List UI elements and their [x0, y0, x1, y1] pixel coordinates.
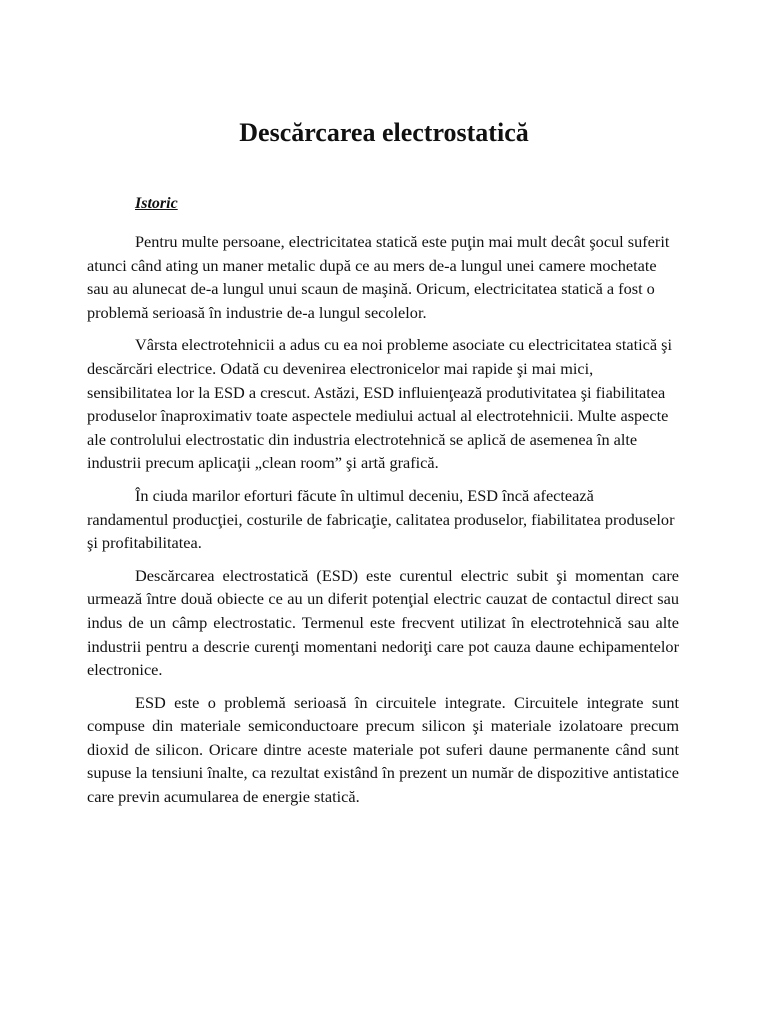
document-body	[87, 230, 679, 818]
paragraph-4: Descărcarea electrostatică (ESD) este curentul electric subit şi momentan care urmează între două obiecte ce au un diferit potenţial electric cauzat de contactul direct sau indus de un câmp electrostatic. Termenul este frecvent utilizat în electrotehnică sau alte industrii pentru a descrie curenţi momentani nedoriţi care pot cauza daune echipamentelor electronice.	[87, 565, 679, 680]
paragraph-1: Pentru multe persoane, electricitatea statică este puţin mai mult decât şocul suferit atunci când ating un maner metalic după ce au mers de-a lungul unei camere mochetate sau au alunecat de-a lungul unui scaun de maşină. Oricum, electricitatea statică a fost o problemă serioasă în industrie de-a lungul secolelor.	[87, 232, 670, 322]
paragraph-2: Vârsta electrotehnicii a adus cu ea noi probleme asociate cu electricitatea statică şi descărcări electrice. Odată cu devenirea electronicelor mai rapide şi mai mici, sensibilitatea lor la ESD a crescut. Astăzi, ESD influienţează produtivitatea şi fiabilitatea produselor înaproximativ toate aspectele mediului actual al electrotehnicii. Multe aspecte ale controlului electrostatic din industria electrotehnică se aplică de asemenea în alte industrii precum aplicaţii „clean room” şi artă grafică.	[87, 335, 673, 473]
section-heading: Istoric	[135, 195, 178, 212]
paragraph-5: ESD este o problemă serioasă în circuitele integrate. Circuitele integrate sunt compuse din materiale semiconductoare precum silicon şi materiale izolatoare precum dioxid de silicon. Oricare dintre aceste materiale pot suferi daune permanente când sunt supuse la tensiuni înalte, ca rezultat existând în prezent un număr de dispozitive antistatice care previn acumularea de energie statică.	[87, 692, 679, 807]
paragraph-3: În ciuda marilor eforturi făcute în ultimul deceniu, ESD încă afectează randamentul producţiei, costurile de fabricaţie, calitatea produselor, fiabilitatea produselor şi profitabilitatea.	[87, 485, 675, 553]
page-title: Descărcarea electrostatică	[239, 118, 529, 147]
